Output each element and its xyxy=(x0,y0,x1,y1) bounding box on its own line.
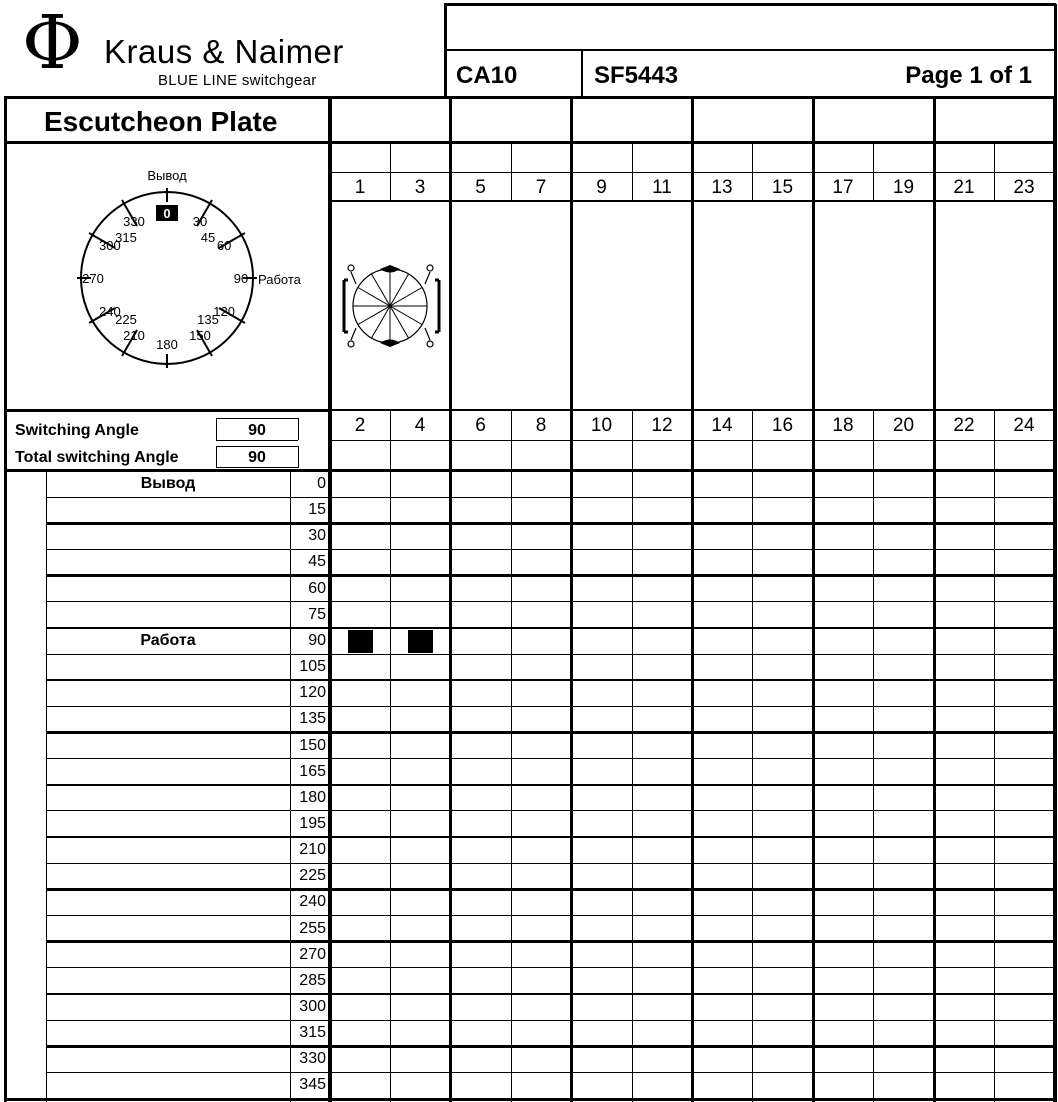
grid-column-line xyxy=(933,97,936,1102)
value-box xyxy=(216,440,298,441)
row-angle: 75 xyxy=(308,605,326,623)
plate-border xyxy=(4,469,332,472)
table-row-line xyxy=(46,915,1056,916)
dial-angle-label: 150 xyxy=(189,328,211,344)
dial-angle-label: 45 xyxy=(200,229,216,245)
contact-number: 17 xyxy=(832,177,854,198)
dial-angle-label: 120 xyxy=(213,304,236,319)
row-angle: 0 xyxy=(317,475,326,492)
grid-row-line xyxy=(330,469,1056,472)
contact-number: 6 xyxy=(475,415,486,436)
grid-column-line xyxy=(328,97,332,1102)
grid-row-line xyxy=(330,172,1056,173)
table-row-line xyxy=(46,654,1056,655)
dial-angle-label: 315 xyxy=(115,229,137,245)
contact-number: 10 xyxy=(590,415,613,436)
plate-border xyxy=(4,141,332,144)
contact-number: 3 xyxy=(414,177,426,198)
table-row-line xyxy=(46,967,1056,968)
grid-row-line xyxy=(330,409,1056,411)
grid-row-line xyxy=(330,440,1056,441)
program-number: SF5443 xyxy=(594,62,679,89)
row-angle: 240 xyxy=(299,893,326,911)
grid-column-line xyxy=(449,97,452,1102)
contact-number: 4 xyxy=(414,415,426,436)
contact-number: 23 xyxy=(1013,177,1035,198)
grid-column-line xyxy=(873,410,874,1102)
contact-number: 8 xyxy=(535,415,547,436)
dial-angle-label: 240 xyxy=(98,304,121,319)
contact-number: 21 xyxy=(953,177,975,198)
contact-number: 12 xyxy=(651,415,673,436)
dial-angle-label: 270 xyxy=(82,271,104,286)
closed-contact-marker xyxy=(348,630,373,653)
total-angle-label: Total switching Angle xyxy=(15,449,179,466)
table-row-line xyxy=(46,863,1056,864)
brand-subtitle: BLUE LINE switchgear xyxy=(158,72,317,89)
grid-column-line xyxy=(994,410,995,1102)
dial-angle-label: 60 xyxy=(216,238,232,253)
brand-name: Kraus & Naimer xyxy=(104,33,344,70)
switching-angle-value: 90 xyxy=(248,422,266,439)
total-angle-value: 90 xyxy=(248,449,266,466)
contact-number: 15 xyxy=(771,177,794,198)
contact-number: 19 xyxy=(892,177,915,198)
row-angle: 45 xyxy=(308,553,326,571)
table-row-line xyxy=(46,1045,1056,1048)
dial-angle-label: 90 xyxy=(233,271,249,286)
grid-column-line xyxy=(1053,97,1056,1102)
dial-label-right: Работа xyxy=(258,272,301,287)
row-angle: 315 xyxy=(299,1024,326,1042)
escutcheon-title: Escutcheon Plate xyxy=(44,106,278,137)
zero-label: 0 xyxy=(163,206,171,221)
grid-row-line xyxy=(330,200,1056,202)
closed-contact-marker xyxy=(408,630,433,653)
type-code: CA10 xyxy=(456,62,518,89)
table-row-line xyxy=(46,1020,1056,1021)
dial-angle-label: 30 xyxy=(192,213,208,229)
table-row-line xyxy=(46,601,1056,602)
value-box xyxy=(216,446,298,447)
contact-number: 24 xyxy=(1013,415,1035,436)
value-box xyxy=(216,467,298,468)
outer-border xyxy=(4,1098,1056,1101)
row-position-label: Работа xyxy=(140,631,196,649)
grid-column-line xyxy=(632,410,633,1102)
value-box xyxy=(216,418,217,440)
row-angle: 345 xyxy=(299,1076,326,1094)
table-row-line xyxy=(46,627,1056,630)
table-row-line xyxy=(46,574,1056,577)
row-angle: 150 xyxy=(299,736,326,754)
value-box xyxy=(216,418,298,419)
contact-number: 5 xyxy=(475,177,486,198)
header-border xyxy=(581,50,583,98)
table-row-line xyxy=(46,810,1056,811)
table-row-line xyxy=(46,497,1056,498)
dial-angle-label: 225 xyxy=(115,312,137,328)
row-angle: 135 xyxy=(299,710,326,728)
row-angle: 30 xyxy=(308,527,326,545)
grid-column-line xyxy=(812,97,815,1102)
contact-number: 20 xyxy=(892,415,915,436)
row-angle: 60 xyxy=(308,579,326,597)
header-border xyxy=(4,96,1056,99)
row-angle: 105 xyxy=(299,658,326,676)
row-position-label: Вывод xyxy=(140,475,196,492)
page-indicator: Page 1 of 1 xyxy=(905,62,1032,89)
row-angle: 300 xyxy=(299,998,326,1015)
value-box xyxy=(298,446,299,468)
header-border xyxy=(444,49,1056,51)
row-angle: 90 xyxy=(308,631,326,649)
table-row-line xyxy=(46,522,1056,525)
row-angle: 285 xyxy=(299,971,326,989)
table-row-line xyxy=(46,549,1056,550)
table-row-line xyxy=(46,706,1056,707)
row-angle: 15 xyxy=(308,501,326,519)
contact-symbol xyxy=(336,258,450,354)
plate-border xyxy=(4,409,332,412)
contact-number: 1 xyxy=(354,177,366,198)
grid-column-line xyxy=(752,410,753,1102)
table-row-line xyxy=(46,888,1056,891)
value-box xyxy=(216,446,217,468)
contact-number: 22 xyxy=(953,415,975,436)
contact-number: 14 xyxy=(711,415,733,436)
escutcheon-dial xyxy=(60,160,320,385)
row-angle: 180 xyxy=(299,788,326,806)
table-row-line xyxy=(46,731,1056,734)
table-row-line xyxy=(46,993,1056,996)
contact-number: 2 xyxy=(354,415,366,436)
grid-column-line xyxy=(511,410,512,1102)
header-border xyxy=(444,3,1056,6)
table-row-line xyxy=(46,784,1056,787)
grid-column-line xyxy=(390,410,391,1102)
grid-column-line xyxy=(570,97,573,1102)
row-angle: 195 xyxy=(299,814,326,832)
table-row-line xyxy=(46,940,1056,943)
contact-number: 18 xyxy=(832,415,854,436)
dial-angle-label: 135 xyxy=(197,312,219,328)
row-angle: 210 xyxy=(299,841,326,859)
grid-column-line xyxy=(691,97,694,1102)
value-box xyxy=(298,418,299,440)
grid-row-line xyxy=(330,141,1056,144)
dial-angle-label: 210 xyxy=(123,328,145,344)
table-row-line xyxy=(46,679,1056,682)
switching-angle-label: Switching Angle xyxy=(15,422,139,439)
dial-angle-label: 300 xyxy=(98,238,121,253)
row-angle: 270 xyxy=(299,945,326,963)
row-angle: 255 xyxy=(299,919,326,937)
contact-number: 9 xyxy=(596,177,607,198)
row-angle: 225 xyxy=(299,867,326,885)
outer-border xyxy=(4,97,7,1102)
contact-number: 16 xyxy=(771,415,794,436)
dial-angle-label: 180 xyxy=(156,337,178,352)
contact-number: 7 xyxy=(535,177,547,198)
table-row-line xyxy=(46,1072,1056,1073)
header-border xyxy=(444,4,447,98)
row-angle: 330 xyxy=(299,1050,326,1068)
table-row-line xyxy=(46,836,1056,839)
contact-number: 13 xyxy=(711,177,733,198)
contact-number: 11 xyxy=(652,177,672,198)
dial-angle-label: 330 xyxy=(123,213,145,229)
table-row-line xyxy=(46,758,1056,759)
row-angle: 120 xyxy=(299,684,326,702)
dial-label-top: Вывод xyxy=(147,168,187,183)
row-angle: 165 xyxy=(299,762,326,780)
logo-icon: Φ xyxy=(22,0,83,86)
